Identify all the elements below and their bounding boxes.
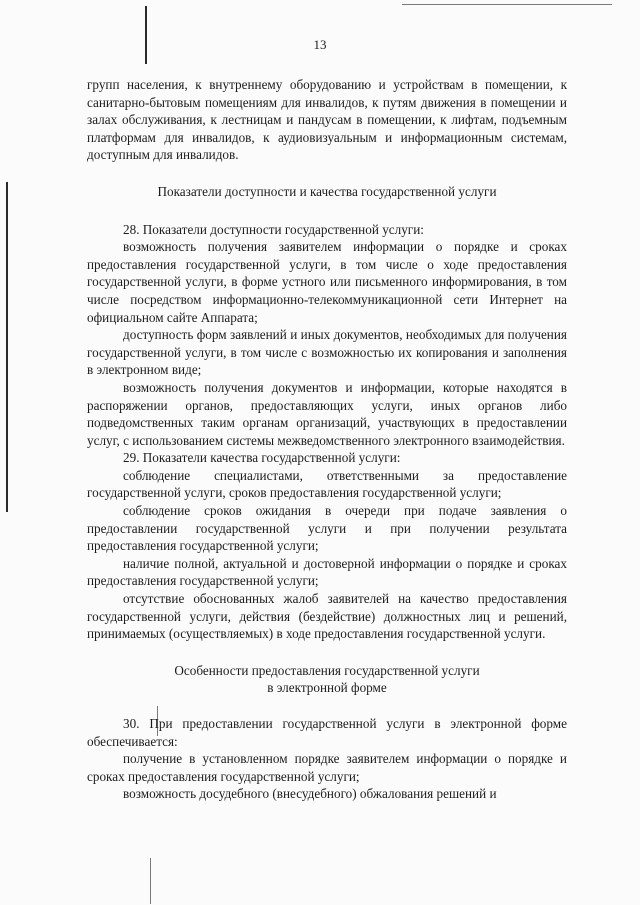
document-body — [87, 76, 567, 803]
paragraph: 28. Показатели доступности государственной услуги: — [123, 221, 424, 237]
paragraph: возможность получения документов и информации, которые находятся в распоряжении органов, предоставляющих услуги, иных органов либо подведомственных таким органам организаций, участвующих в предоставлении услуг, с использованием системы межведомственного электронного взаимодействия. — [87, 379, 567, 448]
paragraph: 30. При предоставлении государственной услуги в электронной форме обеспечивается: — [87, 716, 567, 749]
paragraph: соблюдение сроков ожидания в очереди при подаче заявления о предоставлении государственной услуги и при получении результата предоставления государственной услуги; — [87, 503, 567, 554]
scan-mark-top — [145, 6, 147, 64]
section-heading-line: Особенности предоставления государственной услуги — [174, 662, 480, 678]
section-heading — [87, 662, 567, 697]
paragraph: групп населения, к внутреннему оборудованию и устройствам в помещении, к санитарно-бытовым помещениям для инвалидов, к путям движения в помещении и залах обслуживания, к лестницам и пандусам в помещении, к лифтам, подъемным платформам для инвалидов, к аудиовизуальным и информационным системам, доступным для инвалидов. — [87, 77, 567, 163]
paragraph: наличие полной, актуальной и достоверной информации о порядке и сроках предоставления государственной услуги; — [87, 555, 567, 589]
paragraph: 29. Показатели качества государственной услуги: — [123, 450, 401, 466]
section-heading: Показатели доступности и качества государственной услуги — [157, 183, 497, 199]
scan-mark-top-right — [402, 4, 612, 5]
paragraph: отсутствие обоснованных жалоб заявителей на качество предоставления государственной услуги, действия (бездействие) должностных лиц и решений, принимаемых (осуществляемых) в ходе предоставления государственной услуги. — [87, 591, 567, 642]
paragraph: возможность досудебного (внесудебного) обжалования решений и — [123, 786, 497, 802]
paragraph: соблюдение специалистами, ответственными за предоставление государственной услуги, сроков предоставления государственной услуги; — [87, 467, 567, 501]
scan-mark-bottom — [150, 858, 151, 904]
section-heading-line: в электронной форме — [267, 680, 387, 696]
paragraph: возможность получения заявителем информации о порядке и сроках предоставления государственной услуги, в том числе о ходе предоставления государственной услуги, в форме устного или письменного информирования, в том числе посредством информационно-телекоммуникационной сети Интернет на официальном сайте Аппарата; — [87, 239, 567, 325]
page-number: 13 — [313, 37, 327, 52]
paragraph: получение в установленном порядке заявителем информации о порядке и сроках предоставления государственной услуги; — [87, 751, 567, 784]
paragraph: доступность форм заявлений и иных документов, необходимых для получения государственной услуги, в том числе с возможностью их копирования и заполнения в электронном виде; — [87, 327, 567, 378]
scan-mark-left — [6, 182, 8, 512]
